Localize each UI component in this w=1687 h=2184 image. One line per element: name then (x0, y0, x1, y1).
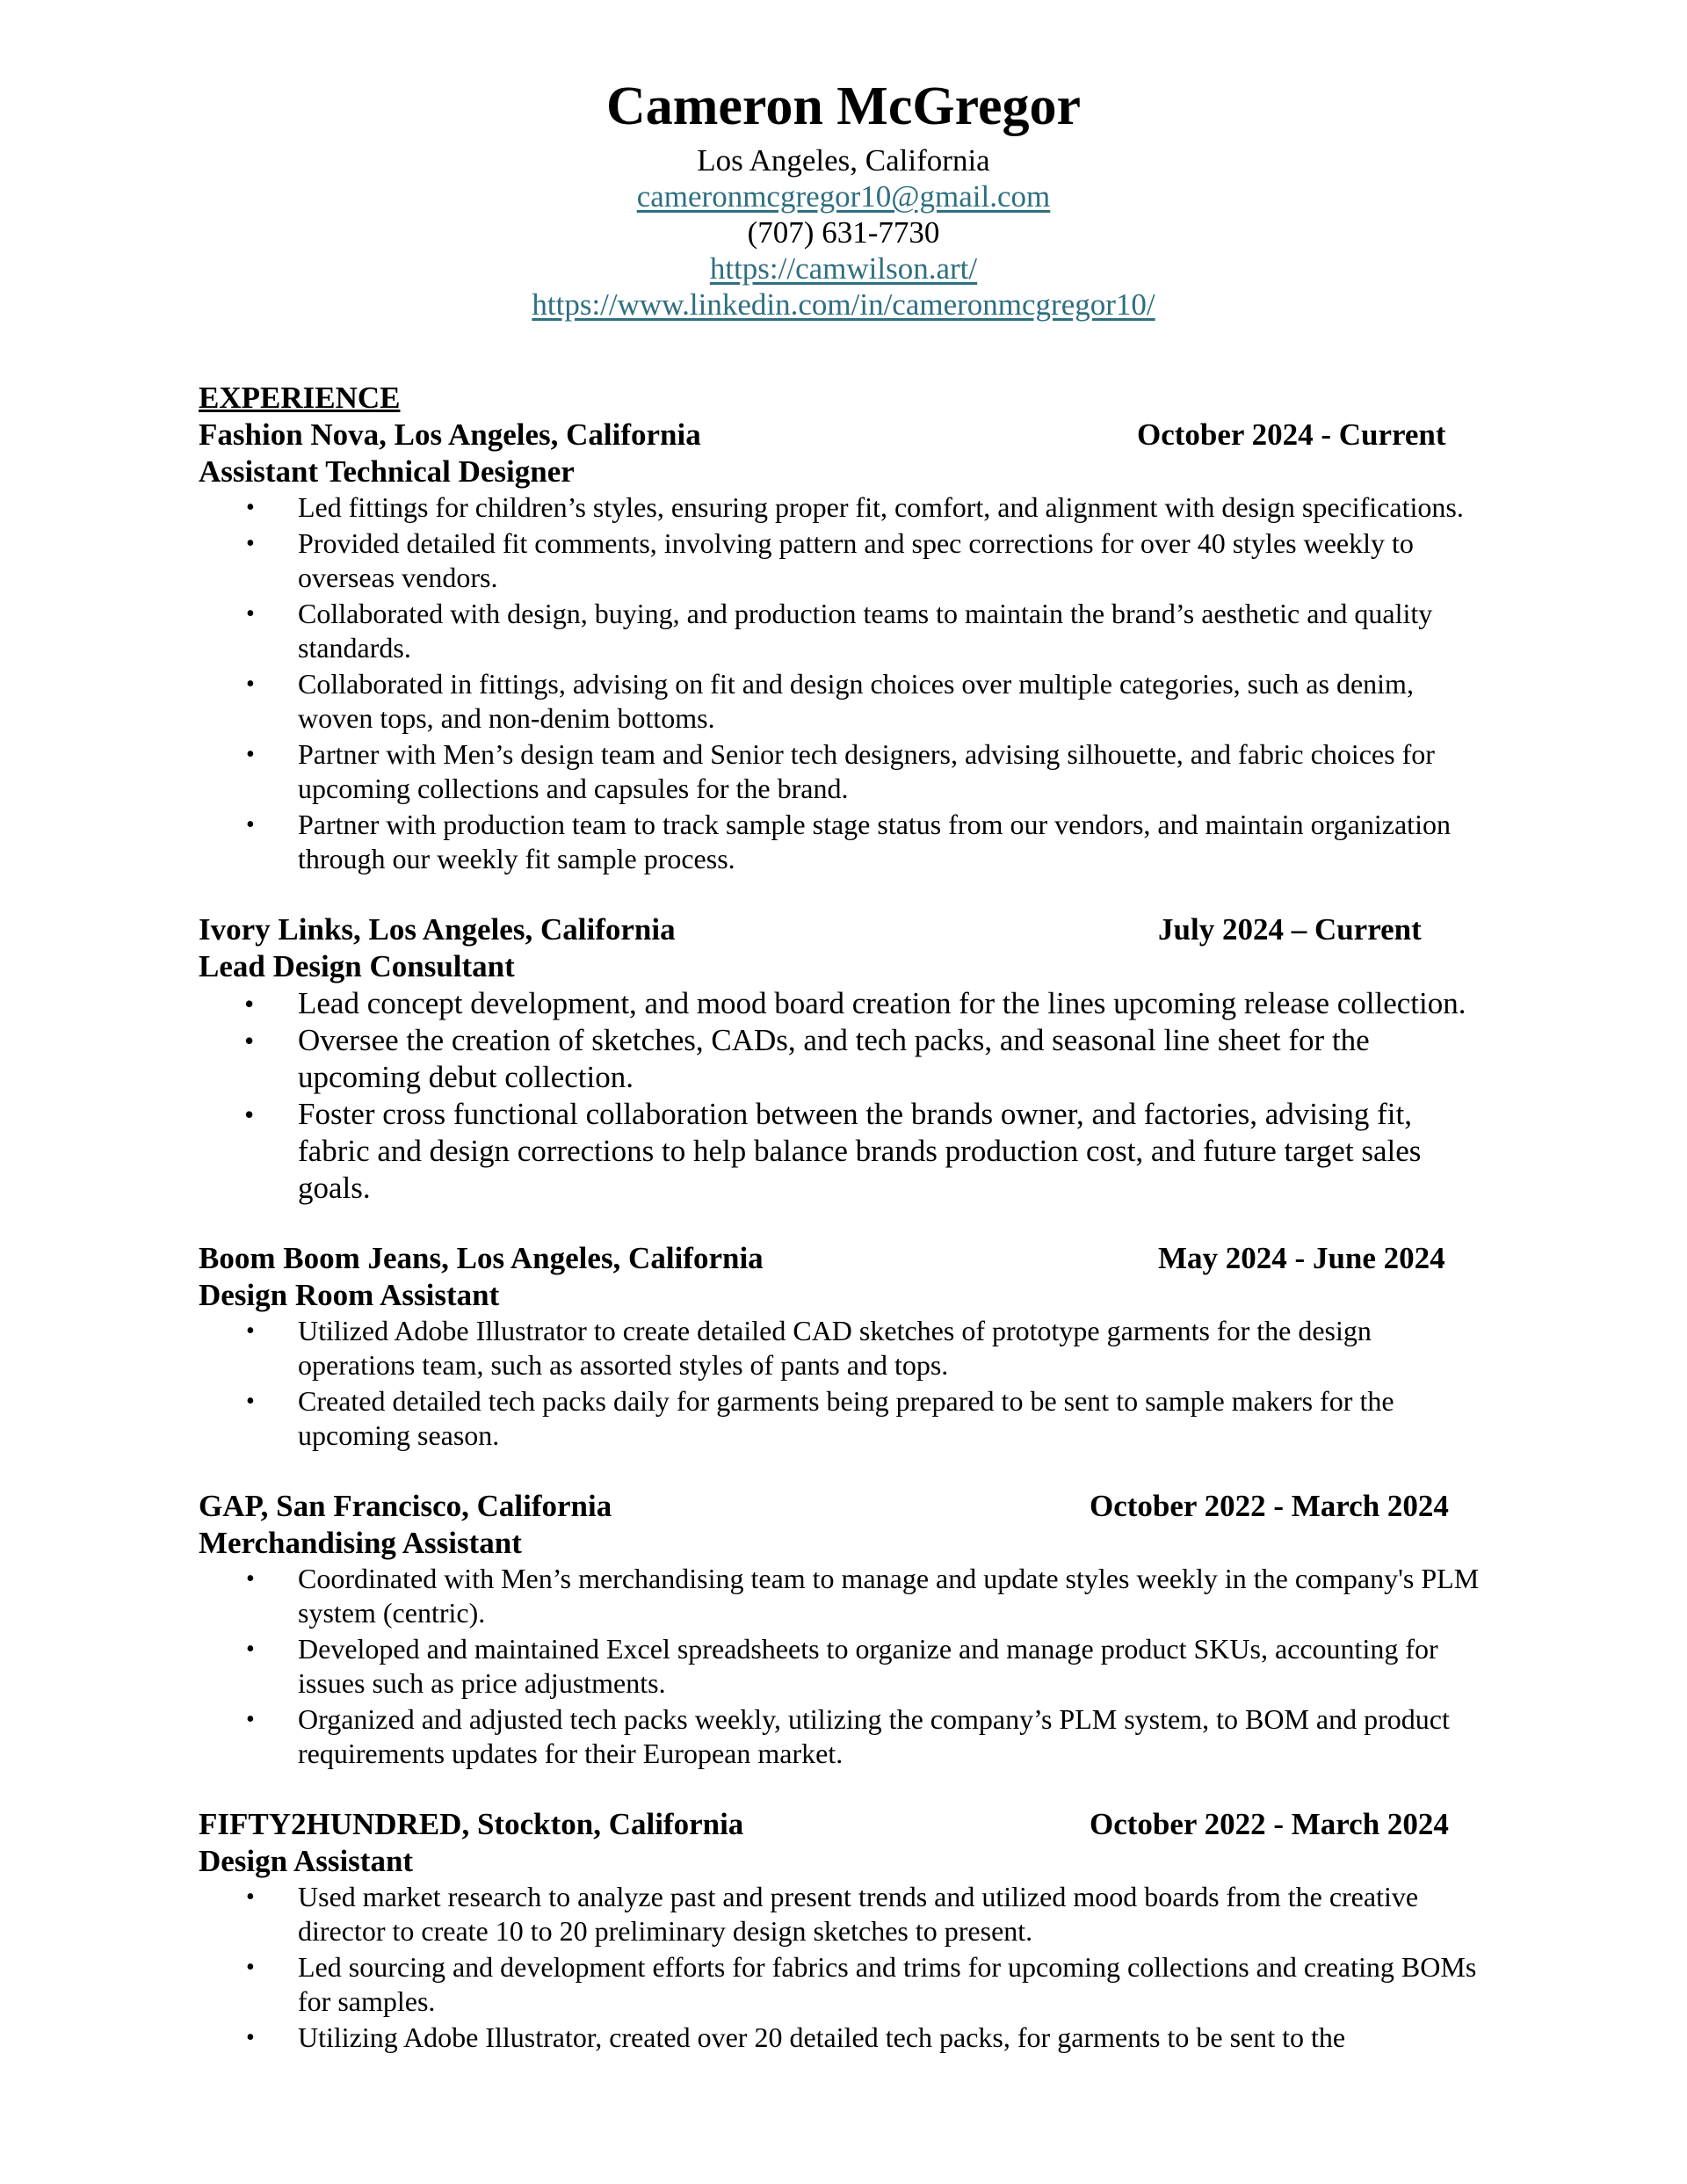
job-entry-ivory-links (199, 911, 1490, 1207)
bullet-icon: • (244, 1025, 255, 1056)
job-bullet: • Lead concept development, and mood board creation for the lines upcoming release collection. (244, 986, 1466, 1020)
job-bullet: • Provided detailed fit comments, involving pattern and spec corrections for over 40 styles weekly to overseas vendors. (246, 527, 1414, 593)
job-dates: October 2022 - March 2024 (1090, 1489, 1449, 1523)
candidate-name: Cameron McGregor (605, 76, 1082, 136)
job-role: Assistant Technical Designer (199, 454, 575, 489)
job-bullet: • Coordinated with Men’s merchandising team to manage and update styles weekly in the company's PLM system (centric). (246, 1563, 1480, 1629)
job-dates: October 2024 - Current (1137, 417, 1446, 452)
bullet-icon: • (246, 1565, 255, 1593)
resume-header (0, 70, 1687, 323)
job-company: GAP, San Francisco, California (199, 1489, 612, 1523)
job-company: Ivory Links, Los Angeles, California (199, 912, 676, 947)
bullet-icon: • (246, 1883, 255, 1911)
bullet-icon: • (246, 1706, 255, 1733)
job-bullet: • Utilized Adobe Illustrator to create detailed CAD sketches of prototype garments for the design operations team, such as assorted styles of pants and tops. (246, 1315, 1372, 1381)
job-bullet-list (199, 1314, 1490, 1455)
job-role: Merchandising Assistant (199, 1526, 522, 1560)
bullet-icon: • (246, 811, 255, 838)
job-entry-gap (199, 1488, 1490, 1773)
website-link[interactable]: https://camwilson.art/ (709, 251, 978, 286)
bullet-icon: • (246, 600, 255, 628)
location: Los Angeles, California (697, 143, 990, 178)
job-dates: July 2024 – Current (1158, 912, 1422, 947)
job-company: Fashion Nova, Los Angeles, California (199, 417, 701, 452)
job-company: FIFTY2HUNDRED, Stockton, California (199, 1807, 744, 1841)
job-bullet: • Led sourcing and development efforts for fabrics and trims for upcoming collections and creating BOMs for samples. (246, 1951, 1477, 2017)
bullet-icon: • (246, 2024, 255, 2051)
job-entry-fifty2hundred (199, 1806, 1490, 2057)
job-role: Design Room Assistant (199, 1278, 500, 1312)
bullet-icon: • (246, 1317, 255, 1345)
bullet-icon: • (246, 741, 255, 768)
job-role: Lead Design Consultant (199, 949, 515, 983)
job-entry-boom-boom-jeans (199, 1240, 1490, 1455)
resume-body (199, 380, 1490, 2057)
phone-number: (707) 631-7730 (747, 215, 940, 250)
job-bullet: • Collaborated with design, buying, and production teams to maintain the brand’s aesthetic and quality standards. (246, 598, 1433, 664)
job-bullet-list (199, 985, 1490, 1207)
bullet-icon: • (246, 1636, 255, 1663)
job-bullet: • Led fittings for children’s styles, ensuring proper fit, comfort, and alignment with design specifications. (246, 491, 1464, 523)
job-bullet: • Oversee the creation of sketches, CADs, and tech packs, and seasonal line sheet for the upcoming debut collection. (244, 1023, 1370, 1094)
job-bullet: • Organized and adjusted tech packs weekly, utilizing the company’s PLM system, to BOM and product requirements updates for their European market. (246, 1703, 1450, 1769)
job-dates: October 2022 - March 2024 (1090, 1807, 1449, 1841)
bullet-icon: • (246, 494, 255, 521)
bullet-icon: • (246, 671, 255, 698)
linkedin-link[interactable]: https://www.linkedin.com/in/cameronmcgregor10/ (532, 287, 1155, 322)
job-role: Design Assistant (199, 1844, 414, 1878)
job-bullet-list (199, 1880, 1490, 2057)
job-bullet: • Utilizing Adobe Illustrator, created over 20 detailed tech packs, for garments to be sent to the (246, 2021, 1346, 2053)
experience-section-title: EXPERIENCE (199, 381, 401, 415)
job-entry-fashion-nova (199, 417, 1490, 878)
job-bullet: • Collaborated in fittings, advising on fit and design choices over multiple categories, such as denim, woven tops, and non-denim bottoms. (246, 668, 1414, 734)
job-company: Boom Boom Jeans, Los Angeles, California (199, 1241, 764, 1275)
job-bullet-list (199, 490, 1490, 878)
job-bullet-list (199, 1562, 1490, 1773)
job-bullet: • Developed and maintained Excel spreadsheets to organize and manage product SKUs, accounting for issues such as price adjustments. (246, 1633, 1438, 1699)
job-bullet: • Foster cross functional collaboration between the brands owner, and factories, advising fit, fabric and design corrections to help balance brands production cost, and future target sales goals. (244, 1097, 1422, 1205)
email-link[interactable]: cameronmcgregor10@gmail.com (636, 179, 1051, 214)
job-bullet: • Created detailed tech packs daily for garments being prepared to be sent to sample makers for the upcoming season. (246, 1385, 1394, 1451)
bullet-icon: • (244, 1099, 255, 1130)
job-bullet: • Partner with Men’s design team and Senior tech designers, advising silhouette, and fabric choices for upcoming collections and capsules for the brand. (246, 738, 1435, 804)
job-bullet: • Partner with production team to track sample stage status from our vendors, and maintain organization through our weekly fit sample process. (246, 809, 1451, 874)
job-bullet: • Used market research to analyze past and present trends and utilized mood boards from the creative director to create 10 to 20 preliminary design sketches to present. (246, 1881, 1419, 1947)
bullet-icon: • (246, 530, 255, 557)
bullet-icon: • (246, 1954, 255, 1981)
job-dates: May 2024 - June 2024 (1158, 1241, 1445, 1275)
bullet-icon: • (246, 1388, 255, 1415)
bullet-icon: • (244, 988, 255, 1019)
